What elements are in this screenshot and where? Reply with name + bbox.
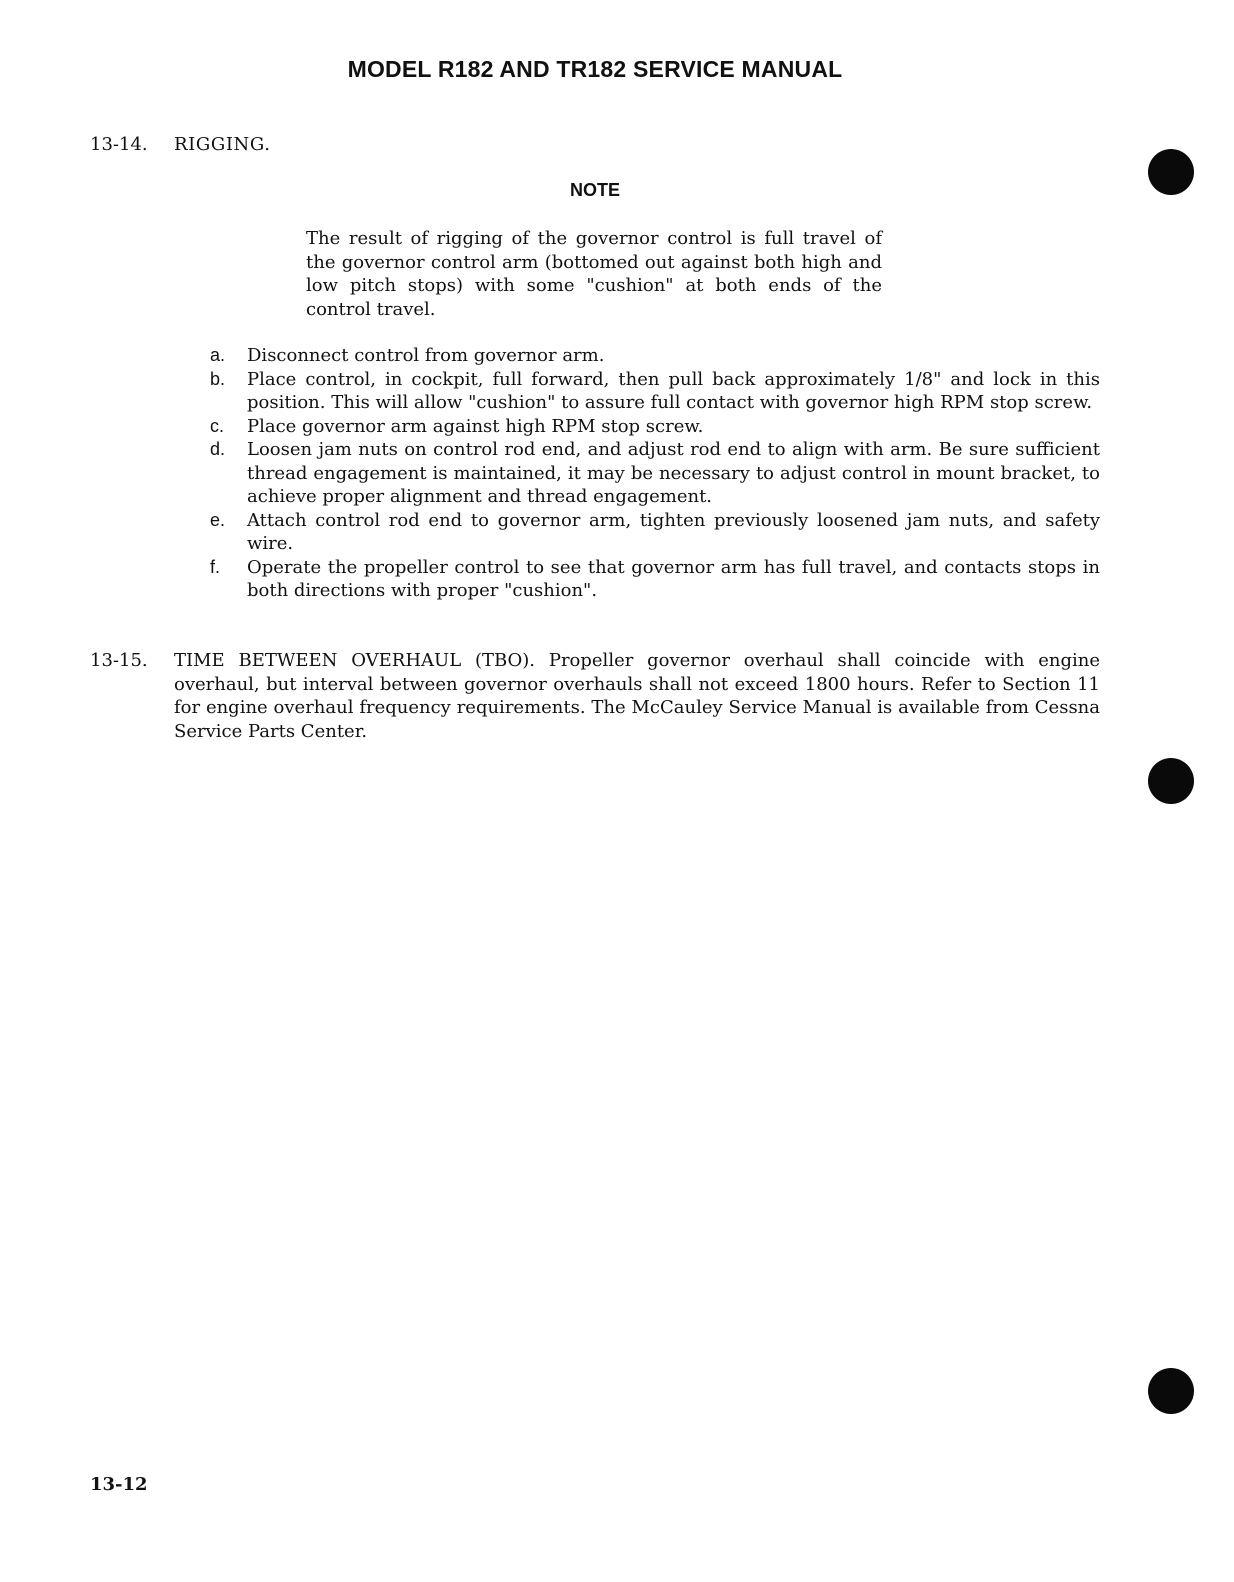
section-title: RIGGING. [174, 134, 271, 155]
step-letter: c. [210, 415, 225, 436]
step-text: Loosen jam nuts on control rod end, and adjust rod end to align with arm. Be sure sufficient thread engagement is maintained, it may be necessary to adjust control in mount bracket, to achieve proper alignment and thread engagement. [247, 439, 1100, 507]
rigging-steps-list [200, 344, 1100, 603]
step-letter: e. [210, 509, 226, 530]
list-item [200, 368, 1100, 415]
binder-hole-icon [1148, 1368, 1194, 1414]
binder-hole-icon [1148, 149, 1194, 195]
step-text: Operate the propeller control to see that governor arm has full travel, and contacts stops in both directions with proper "cushion". [247, 556, 1100, 601]
list-item [200, 438, 1100, 509]
step-text: Place control, in cockpit, full forward, then pull back approximately 1/8" and lock in this position. This will allow "cushion" to assure full contact with governor high RPM stop screw. [247, 368, 1100, 413]
step-text: Disconnect control from governor arm. [247, 345, 605, 366]
list-item [200, 509, 1100, 556]
step-letter: b. [210, 368, 226, 389]
list-item [200, 344, 1100, 368]
section-13-15 [90, 649, 1100, 743]
list-item [200, 556, 1100, 603]
section-13-14 [90, 133, 1100, 157]
section-text: TIME BETWEEN OVERHAUL (TBO). Propeller governor overhaul shall coincide with engine overhaul, but interval between governor overhauls shall not exceed 1800 hours. Refer to Section 11 for engine overhaul frequency requirements. The McCauley Service Manual is available from Cessna Service Parts Center. [174, 650, 1100, 742]
step-letter: a. [210, 345, 226, 365]
section-number: 13-14. [90, 134, 148, 155]
step-letter: d. [210, 439, 226, 459]
note-heading: NOTE [569, 180, 620, 200]
step-text: Attach control rod end to governor arm, tighten previously loosened jam nuts, and safety wire. [247, 509, 1100, 554]
page-header-title: MODEL R182 AND TR182 SERVICE MANUAL [347, 56, 843, 82]
list-item [200, 415, 1100, 439]
binder-hole-icon [1148, 758, 1194, 804]
section-number: 13-15. [90, 650, 148, 671]
step-text: Place governor arm against high RPM stop screw. [247, 415, 704, 437]
note-text: The result of rigging of the governor control is full travel of the governor control arm (bottomed out against both high and low pitch stops) with some "cushion" at both ends of the control travel. [306, 228, 882, 320]
page-number: 13-12 [90, 1474, 148, 1495]
step-letter: f. [210, 556, 221, 577]
